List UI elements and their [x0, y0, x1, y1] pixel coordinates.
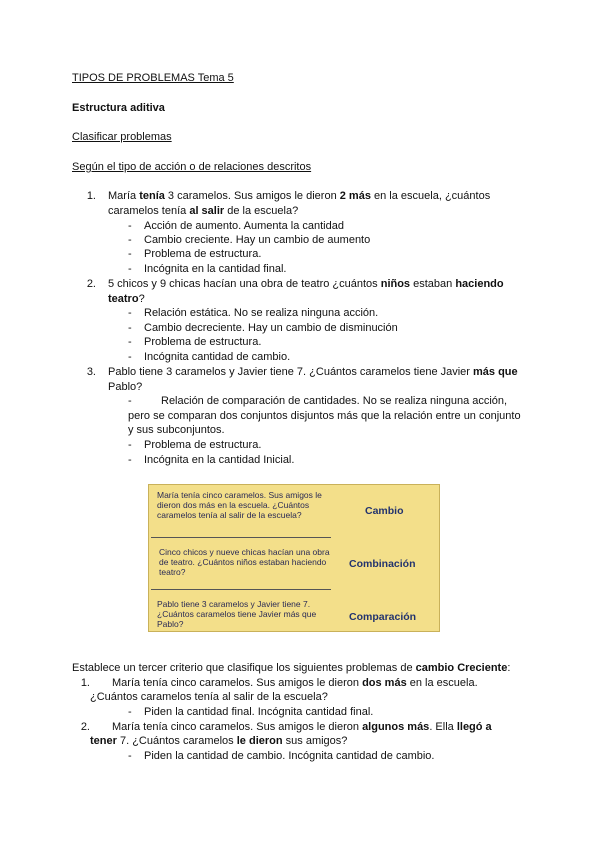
problem-2-bullet-1: Relación estática. No se realiza ninguna acción.	[144, 307, 379, 319]
problem-2-bullet-4: Incógnita cantidad de cambio.	[144, 351, 291, 363]
bullet-dash: -	[128, 234, 132, 246]
problem-1-bullet-3: Problema de estructura.	[144, 248, 262, 260]
problem-1-bullet-2: Cambio creciente. Hay un cambio de aumento	[144, 234, 371, 246]
problem-2-line-2: teatro?	[108, 293, 145, 305]
document-title: TIPOS DE PROBLEMAS Tema 5	[72, 72, 234, 84]
subtitle: Estructura aditiva	[72, 102, 165, 114]
third-item-2-bullet: Piden la cantidad de cambio. Incógnita cantidad de cambio.	[144, 750, 435, 762]
problem-3-bullet-1: Problema de estructura.	[144, 439, 262, 451]
problem-3-long-bullet-2: pero se comparan dos conjuntos disjuntos más que la relación entre un conjunto	[128, 410, 521, 422]
figure-separator	[151, 589, 331, 590]
problem-2-bullet-2: Cambio decreciente. Hay un cambio de disminución	[144, 322, 398, 334]
problem-3-bullet-2: Incógnita en la cantidad Inicial.	[144, 454, 295, 466]
figure-separator	[151, 537, 331, 538]
third-item-1-number: 1.	[80, 677, 90, 689]
problem-1-number: 1.	[86, 190, 96, 202]
problem-3-line-2: Pablo?	[108, 381, 143, 393]
problem-1-bullet-4: Incógnita en la cantidad final.	[144, 263, 287, 275]
problem-3-line-1: Pablo tiene 3 caramelos y Javier tiene 7. ¿Cuántos caramelos tiene Javier más que	[108, 366, 518, 378]
bullet-dash: -	[128, 706, 132, 718]
criterion-heading: Según el tipo de acción o de relaciones descritos	[72, 161, 312, 173]
third-item-1-line-1: María tenía cinco caramelos. Sus amigos le dieron dos más en la escuela.	[112, 677, 478, 689]
bullet-dash: -	[128, 395, 132, 407]
bullet-dash: -	[128, 322, 132, 334]
classification-figure	[148, 484, 440, 632]
bullet-dash: -	[128, 248, 132, 260]
problem-3-long-bullet-1: Relación de comparación de cantidades. No se realiza ninguna acción,	[161, 395, 508, 407]
figure-label-cambio: Cambio	[365, 505, 404, 517]
problem-2-number: 2.	[86, 278, 96, 290]
problem-1-bullet-1: Acción de aumento. Aumenta la cantidad	[144, 220, 344, 232]
third-item-1-line-2: ¿Cuántos caramelos tenía al salir de la escuela?	[90, 691, 328, 703]
bullet-dash: -	[128, 263, 132, 275]
figure-row-3-text: Pablo tiene 3 caramelos y Javier tiene 7. ¿Cuántos caramelos tiene Javier más que Pablo?	[157, 599, 317, 629]
third-item-2-line-1: María tenía cinco caramelos. Sus amigos le dieron algunos más. Ella llegó a	[112, 721, 492, 733]
bullet-dash: -	[128, 351, 132, 363]
bullet-dash: -	[128, 454, 132, 466]
bullet-dash: -	[128, 439, 132, 451]
third-criterion-intro: Establece un tercer criterio que clasifique los siguientes problemas de cambio Creciente:	[72, 662, 511, 674]
problem-3-number: 3.	[86, 366, 96, 378]
bullet-dash: -	[128, 220, 132, 232]
problem-2-line-1: 5 chicos y 9 chicas hacían una obra de teatro ¿cuántos niños estaban haciendo	[108, 278, 504, 290]
figure-text-column	[149, 485, 335, 631]
third-item-2-line-2: tener 7. ¿Cuántos caramelos le dieron sus amigos?	[90, 735, 348, 747]
figure-label-combinacion: Combinación	[349, 558, 416, 570]
bullet-dash: -	[128, 336, 132, 348]
third-item-1-bullet: Piden la cantidad final. Incógnita cantidad final.	[144, 706, 374, 718]
figure-label-comparacion: Comparación	[349, 611, 417, 623]
bullet-dash: -	[128, 307, 132, 319]
section-heading: Clasificar problemas	[72, 131, 172, 143]
figure-row-1-text: María tenía cinco caramelos. Sus amigos le dieron dos más en la escuela. ¿Cuántos caramelos tenía al salir de la escuela?	[157, 490, 322, 520]
figure-row-2-text: Cinco chicos y nueve chicas hacían una obra de teatro. ¿Cuántos niños estaban haciendo teatro?	[159, 547, 330, 577]
problem-1-line-2: caramelos tenía al salir de la escuela?	[108, 205, 299, 217]
problem-3-long-bullet-3: y sus subconjuntos.	[128, 424, 225, 436]
third-item-2-number: 2.	[80, 721, 90, 733]
bullet-dash: -	[128, 750, 132, 762]
problem-1-line-1: María tenía 3 caramelos. Sus amigos le dieron 2 más en la escuela, ¿cuántos	[108, 190, 491, 202]
problem-2-bullet-3: Problema de estructura.	[144, 336, 262, 348]
